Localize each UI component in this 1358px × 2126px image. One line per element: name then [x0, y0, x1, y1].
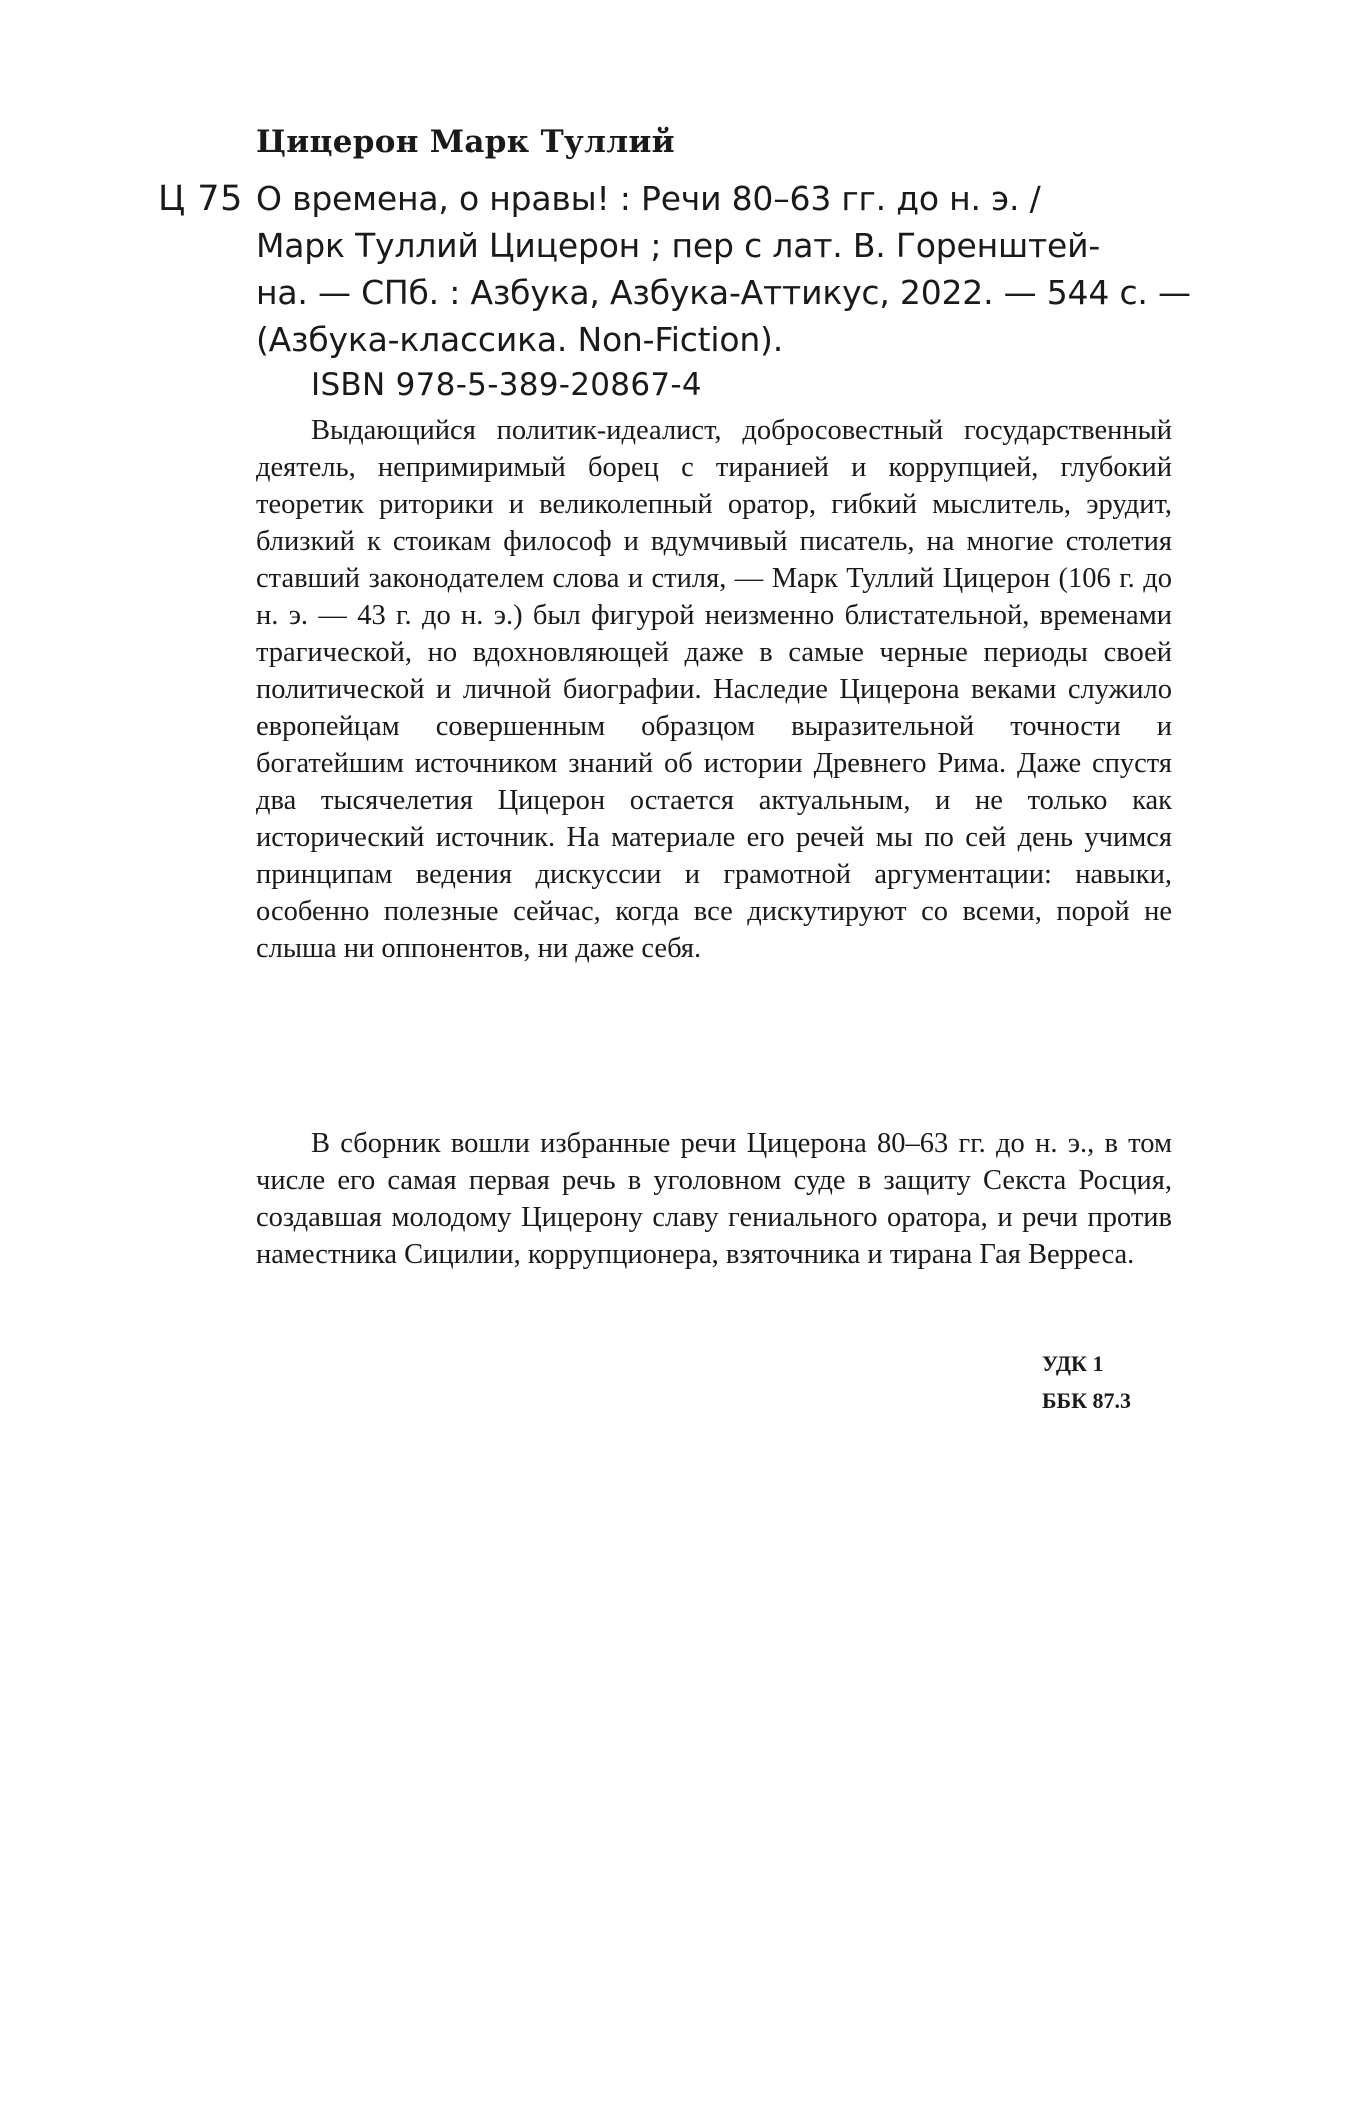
classification-block: [1042, 1345, 1131, 1419]
bbk-code: ББК 87.3: [1042, 1388, 1132, 1413]
title-line: Марк Туллий Цицерон ; пер с лат. В. Горенштей-: [256, 226, 1101, 265]
annotation-paragraph: В сборник вошли избранные речи Цицерона 80–63 гг. до н. э., в том числе его самая первая речь в уголовном суде в защиту Секста Росция, создавшая молодому Цицерону славу гениального оратора, и речи против наместника Сицилии, коррупционера, взяточника и тирана Гая Верреса.: [256, 1128, 1172, 1270]
isbn: ISBN 978-5-389-20867-4: [311, 367, 702, 403]
title-line: (Азбука-классика. Non-Fiction).: [256, 320, 784, 359]
author-code: Ц 75: [158, 179, 243, 219]
udk-code: УДК 1: [1042, 1351, 1104, 1376]
title-line: на. — СПб. : Азбука, Азбука-Аттикус, 2022. — 544 с. —: [256, 273, 1191, 312]
annotation-paragraph: Выдающийся политик-идеалист, добросовестный государственный деятель, непримиримый борец с тиранией и коррупцией, глубокий теоретик риторики и великолепный оратор, гибкий мыслитель, эрудит, близкий к стоикам философ и вдумчивый писатель, на многие столетия ставший законодателем слова и стиля, — Марк Туллий Цицерон (106 г. до н. э. — 43 г. до н. э.) был фигурой неизменно блистательной, временами трагической, но вдохновляющей даже в самые черные периоды своей политической и личной биографии. Наследие Цицерона веками служило европейцам совершенным образцом выразительной точности и богатейшим источником знаний об истории Древнего Рима. Даже спустя два тысячелетия Цицерон остается актуальным, и не только как исторический источник. На материале его речей мы по сей день учимся принципам ведения дискуссии и грамотной аргументации: навыки, особенно полезные сейчас, когда все дискутируют со всеми, порой не слыша ни оппонентов, ни даже себя.: [256, 415, 1172, 964]
author-heading: Цицерон Марк Туллий: [256, 124, 675, 160]
title-line: О времена, о нравы! : Речи 80–63 гг. до н. э. /: [256, 179, 1041, 218]
